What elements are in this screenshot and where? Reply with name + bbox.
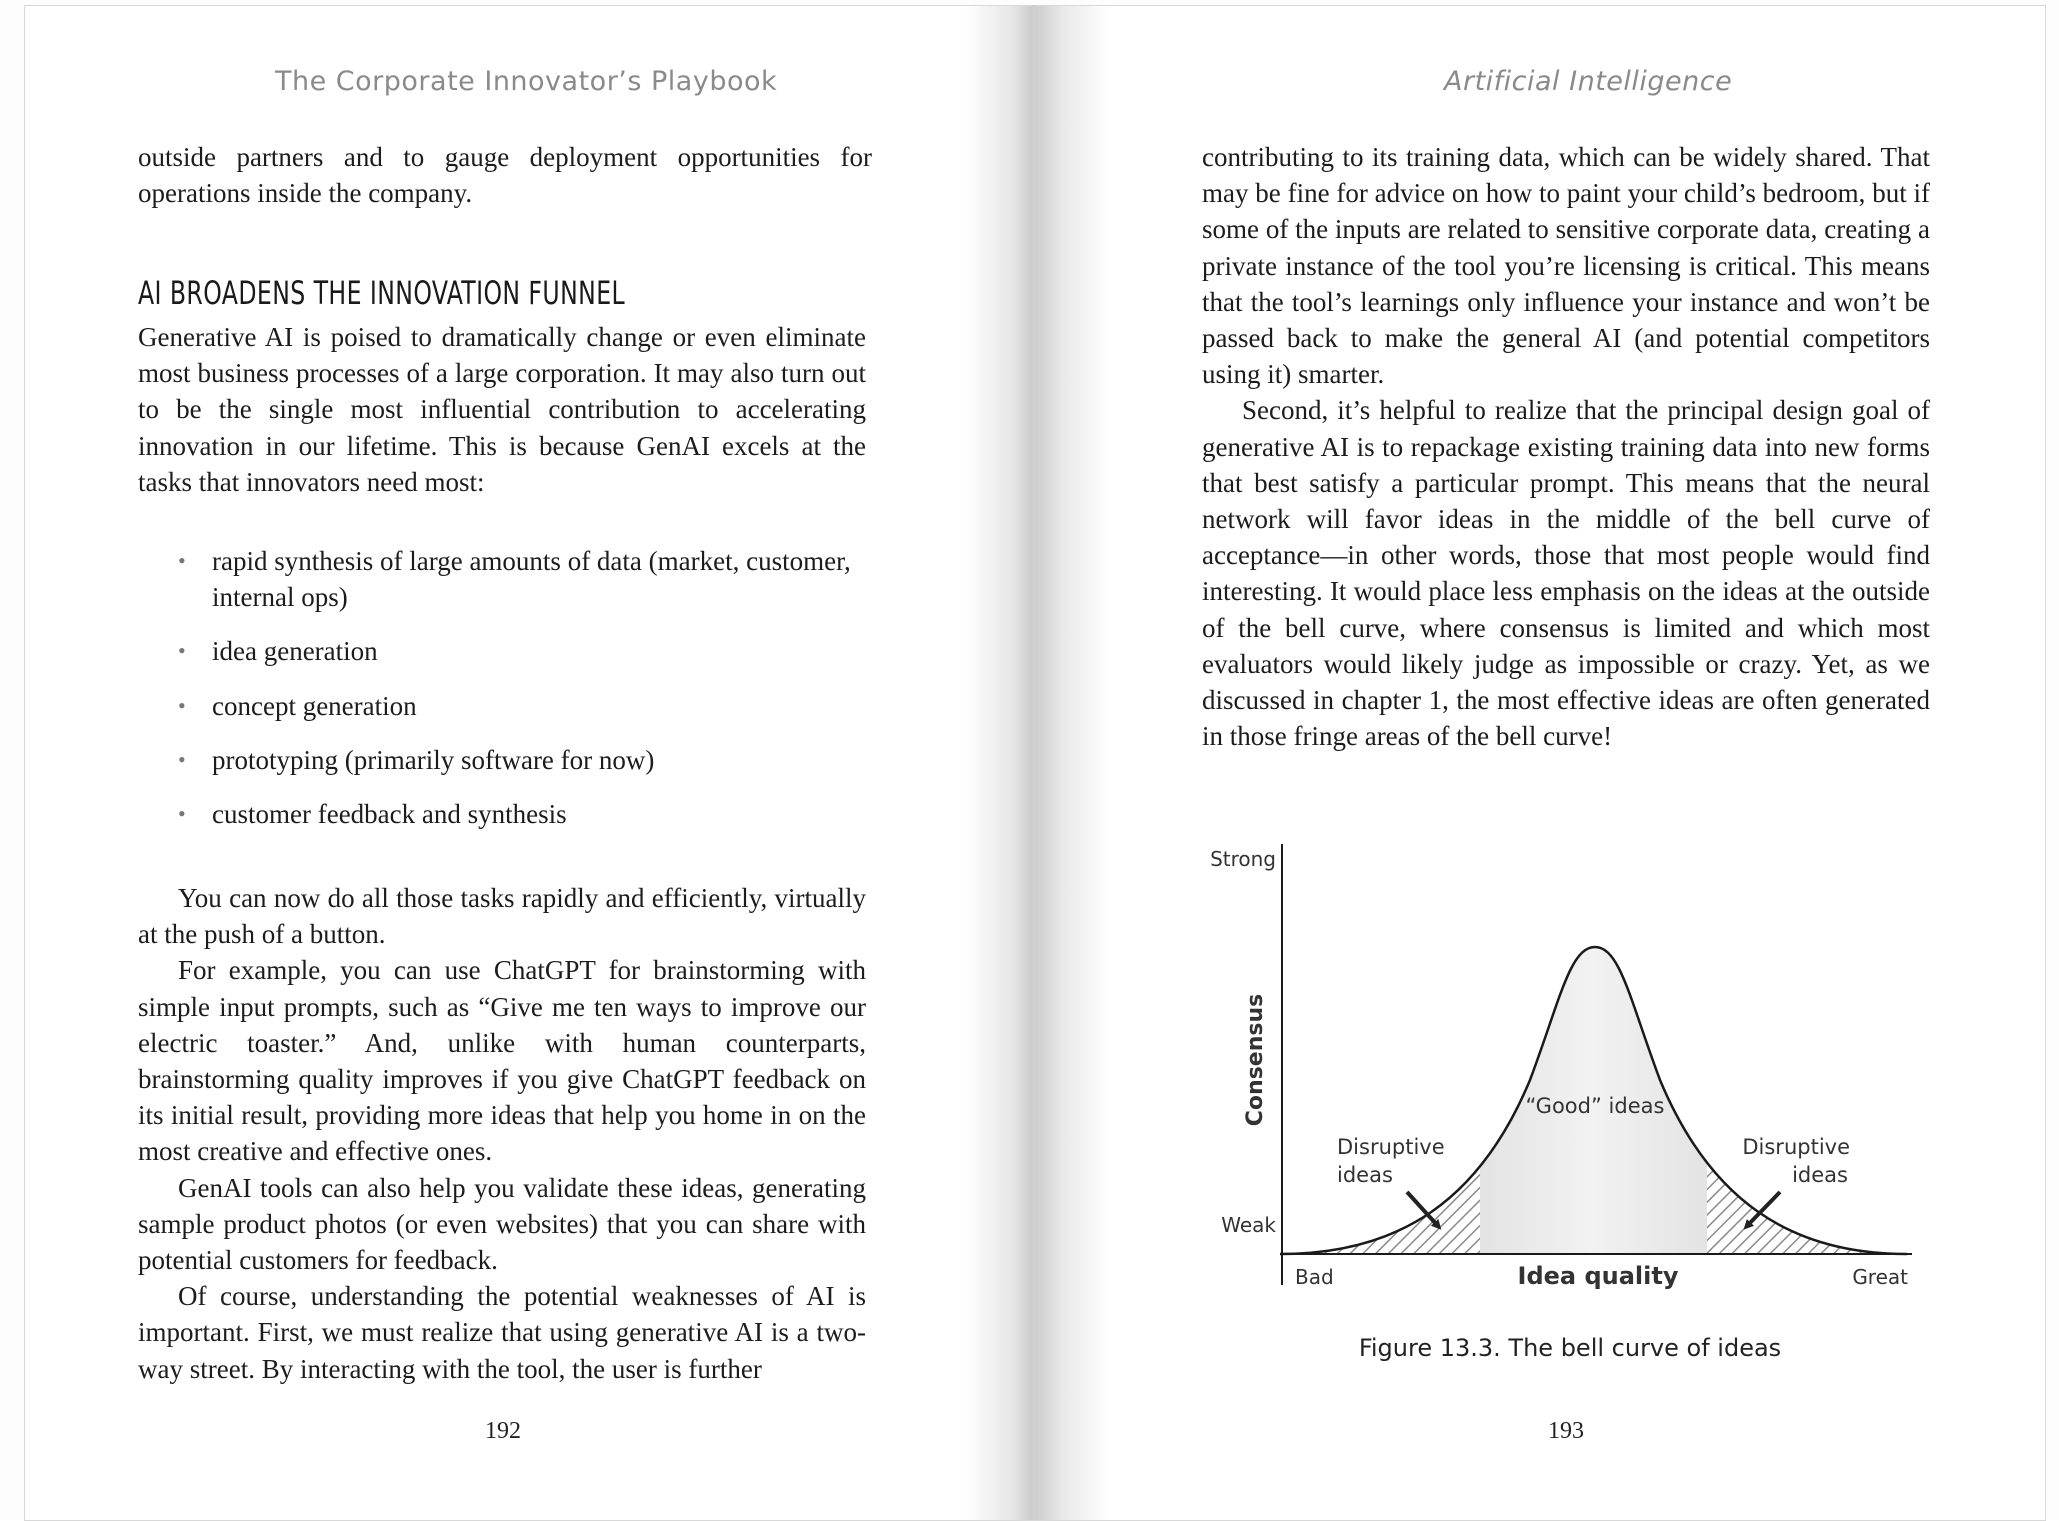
right-gutter-shadow (1035, 6, 1110, 1520)
list-item (138, 688, 878, 724)
list-item (138, 633, 878, 669)
bullet-text: rapid synthesis of large amounts of data (market, customer, internal ops) (212, 546, 851, 613)
left-gutter-shadow (965, 6, 1035, 1520)
list-item (138, 742, 878, 778)
center-region-label: “Good” ideas (1525, 1094, 1665, 1118)
right-page-number: 193 (1548, 1418, 1584, 1444)
left-page-number: 192 (485, 1418, 521, 1444)
bullet-text: idea generation (212, 636, 378, 667)
bullet-text: customer feedback and synthesis (212, 799, 567, 830)
paragraph: For example, you can use ChatGPT for brainstorming with simple input prompts, such as “Give me ten ways to improve our electric toaster.” And, unlike with human counterparts, brainstorming quality improves if you give ChatGPT feedback on its initial result, providing more ideas that help you home in on the most creative and effective ones. (138, 955, 866, 1167)
right-running-header: Artificial Intelligence (1444, 66, 1733, 97)
y-bottom-label: Weak (1221, 1213, 1276, 1237)
left-tail-label-line2: ideas (1337, 1163, 1393, 1187)
right-tail-label-line2: ideas (1792, 1163, 1848, 1187)
task-bullet-list (138, 543, 878, 850)
left-tail-label-line1: Disruptive (1337, 1135, 1445, 1159)
x-left-label: Bad (1295, 1265, 1334, 1289)
right-tail-label-line1: Disruptive (1742, 1135, 1850, 1159)
paragraph: Second, it’s helpful to realize that the principal design goal of generative AI is to repackage existing training data into new forms that best satisfy a particular prompt. This means that the neural network will favor ideas in the middle of the bell curve of acceptance—in other words, those that most people would find interesting. It would place less emphasis on the ideas at the outside of the bell curve, where consensus is limited and which most evaluators would likely judge as impossible or crazy. Yet, as we discussed in chapter 1, the most effective ideas are often generated in those fringe areas of the bell curve! (1202, 395, 1930, 752)
list-item (138, 796, 878, 832)
bullet-icon: • (178, 746, 186, 772)
book-spine (1032, 5, 1036, 1520)
paragraph: Of course, understanding the potential weaknesses of AI is important. First, we must realize that using generative AI is a two-way street. By interacting with the tool, the user is further (138, 1281, 866, 1384)
paragraph: GenAI tools can also help you validate these ideas, generating sample product photos (or even websites) that you can share with potential customers for feedback. (138, 1172, 866, 1276)
bullet-icon: • (178, 692, 186, 718)
bullet-text: prototyping (primarily software for now) (212, 744, 655, 775)
left-running-header: The Corporate Innovator’s Playbook (275, 66, 778, 97)
right-body (1202, 139, 1930, 754)
left-intro-paragraph (138, 139, 872, 211)
bullet-icon: • (178, 638, 186, 664)
bullet-icon: • (178, 801, 186, 827)
paragraph: contributing to its training data, which can be widely shared. That may be fine for advice on how to paint your child’s bedroom, but if some of the inputs are related to sensitive corporate data, creating a private instance of the tool you’re licensing is critical. This means that the tool’s learnings only influence your instance and won’t be passed back to make the general AI (and potential competitors using it) smarter. (1202, 142, 1930, 390)
bullet-text: concept generation (212, 690, 417, 721)
bullet-icon: • (178, 548, 186, 573)
y-axis-label: Consensus (1243, 993, 1268, 1127)
left-paragraph-1 (138, 319, 866, 500)
list-item (138, 543, 878, 615)
intro-text: outside partners and to gauge deployment opportunities for operations inside the company. (138, 142, 872, 209)
x-right-label: Great (1852, 1265, 1908, 1289)
y-top-label: Strong (1210, 847, 1276, 871)
paragraph: You can now do all those tasks rapidly and efficiently, virtually at the push of a button. (138, 883, 866, 950)
bell-curve-figure (1200, 830, 1940, 1320)
paragraph: Generative AI is poised to dramatically change or even eliminate most business processes of a large corporation. It may also turn out to be the single most influential contribution to accelerating innovation in our lifetime. This is because GenAI excels at the tasks that innovators need most: (138, 322, 866, 497)
left-body-lower (138, 880, 866, 1387)
x-axis-label: Idea quality (1517, 1262, 1679, 1290)
figure-caption: Figure 13.3. The bell curve of ideas (1358, 1334, 1782, 1362)
section-heading: AI BROADENS THE INNOVATION FUNNEL (138, 274, 626, 312)
